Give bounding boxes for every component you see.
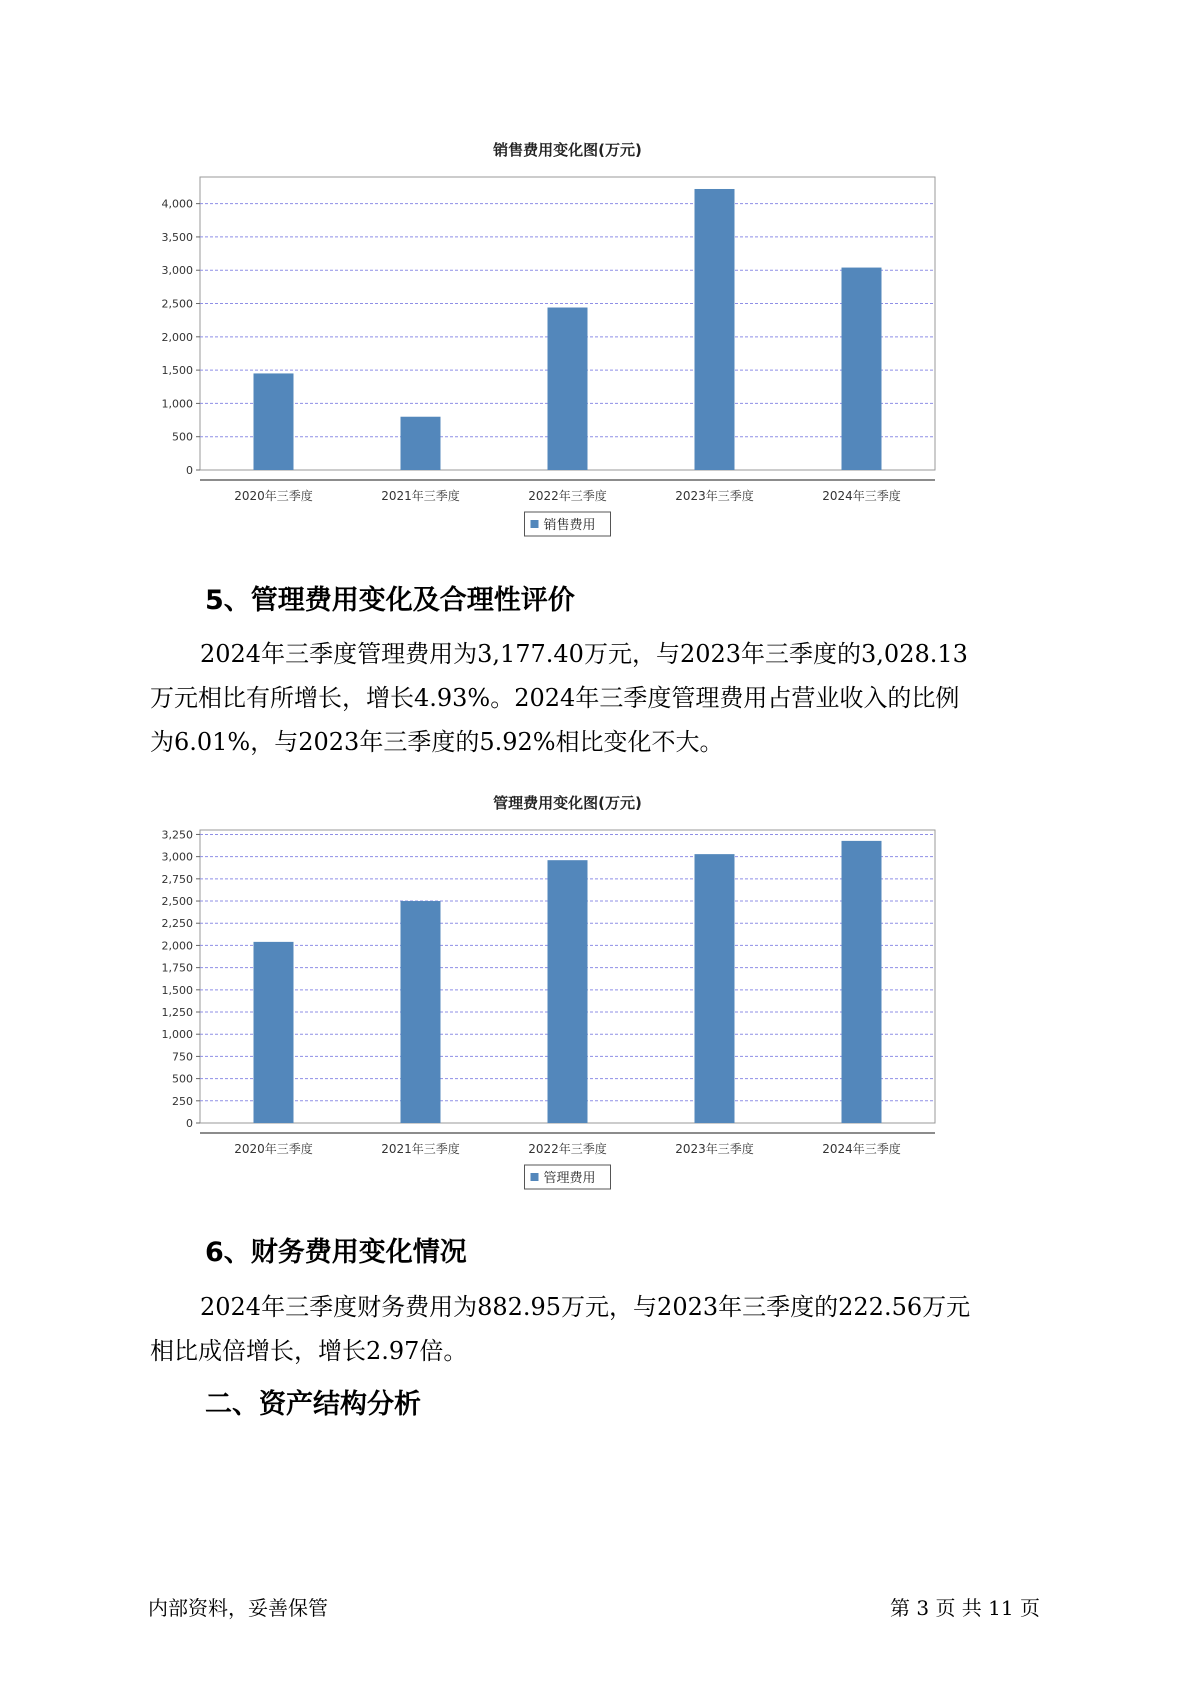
bar	[254, 373, 294, 470]
y-tick-label: 750	[172, 1050, 193, 1064]
x-tick-label: 2022年三季度	[528, 489, 607, 503]
bar	[401, 417, 441, 470]
y-tick-label: 3,000	[161, 264, 193, 278]
y-tick-label: 1,500	[161, 364, 193, 378]
y-tick-label: 1,000	[161, 397, 193, 411]
bar	[695, 854, 735, 1123]
y-tick-label: 500	[172, 430, 193, 444]
sales-chart-svg	[150, 125, 1030, 555]
bar	[401, 901, 441, 1123]
section-5-heading: 5、管理费用变化及合理性评价	[205, 585, 575, 616]
y-tick-label: 2,500	[161, 895, 193, 909]
legend-swatch	[531, 520, 539, 528]
legend-swatch	[531, 1173, 539, 1181]
footer-confidential-note: 内部资料，妥善保管	[148, 1596, 328, 1620]
footer-page-number: 第 3 页 共 11 页	[890, 1596, 1040, 1620]
paragraph-line: 2024年三季度财务费用为882.95万元，与2023年三季度的222.56万元	[200, 1293, 971, 1321]
section-two-heading: 二、资产结构分析	[205, 1389, 421, 1420]
sales-expense-chart	[150, 125, 1030, 555]
y-tick-label: 3,250	[161, 828, 193, 842]
y-tick-label: 1,250	[161, 1006, 193, 1020]
x-tick-label: 2020年三季度	[234, 489, 313, 503]
y-tick-label: 3,500	[161, 230, 193, 244]
y-tick-label: 2,000	[161, 330, 193, 344]
y-tick-label: 1,750	[161, 961, 193, 975]
legend-label: 管理费用	[543, 1171, 596, 1186]
y-tick-label: 3,000	[161, 850, 193, 864]
section-6-heading: 6、财务费用变化情况	[205, 1237, 467, 1268]
x-tick-label: 2022年三季度	[528, 1142, 607, 1156]
bar	[695, 189, 735, 470]
y-tick-label: 0	[186, 1117, 193, 1130]
bar	[254, 942, 294, 1123]
admin-chart-svg	[150, 778, 1030, 1210]
bar	[842, 268, 882, 470]
chart-title: 管理费用变化图(万元)	[493, 794, 642, 812]
bar	[842, 841, 882, 1123]
bar	[548, 860, 588, 1123]
y-tick-label: 4,000	[161, 197, 193, 211]
y-tick-label: 1,500	[161, 983, 193, 997]
section-6-paragraph	[150, 1285, 1050, 1373]
x-tick-label: 2024年三季度	[822, 1142, 901, 1156]
bar	[548, 308, 588, 470]
x-tick-label: 2024年三季度	[822, 489, 901, 503]
y-tick-label: 2,750	[161, 872, 193, 886]
admin-expense-chart	[150, 778, 1030, 1210]
y-tick-label: 2,250	[161, 917, 193, 931]
y-tick-label: 250	[172, 1094, 193, 1108]
x-tick-label: 2021年三季度	[381, 489, 460, 503]
chart-title: 销售费用变化图(万元)	[493, 141, 642, 159]
y-tick-label: 1,000	[161, 1028, 193, 1042]
x-tick-label: 2023年三季度	[675, 489, 754, 503]
paragraph-line: 为6.01%，与2023年三季度的5.92%相比变化不大。	[150, 728, 724, 756]
y-tick-label: 0	[186, 464, 193, 477]
y-tick-label: 2,500	[161, 297, 193, 311]
section-5-paragraph	[150, 632, 1050, 764]
paragraph-line: 相比成倍增长，增长2.97倍。	[150, 1337, 468, 1365]
paragraph-line: 万元相比有所增长，增长4.93%。2024年三季度管理费用占营业收入的比例	[150, 684, 960, 712]
y-tick-label: 2,000	[161, 939, 193, 953]
paragraph-line: 2024年三季度管理费用为3,177.40万元，与2023年三季度的3,028.13	[200, 640, 968, 668]
x-tick-label: 2021年三季度	[381, 1142, 460, 1156]
x-tick-label: 2023年三季度	[675, 1142, 754, 1156]
legend-label: 销售费用	[543, 518, 596, 533]
x-tick-label: 2020年三季度	[234, 1142, 313, 1156]
y-tick-label: 500	[172, 1072, 193, 1086]
